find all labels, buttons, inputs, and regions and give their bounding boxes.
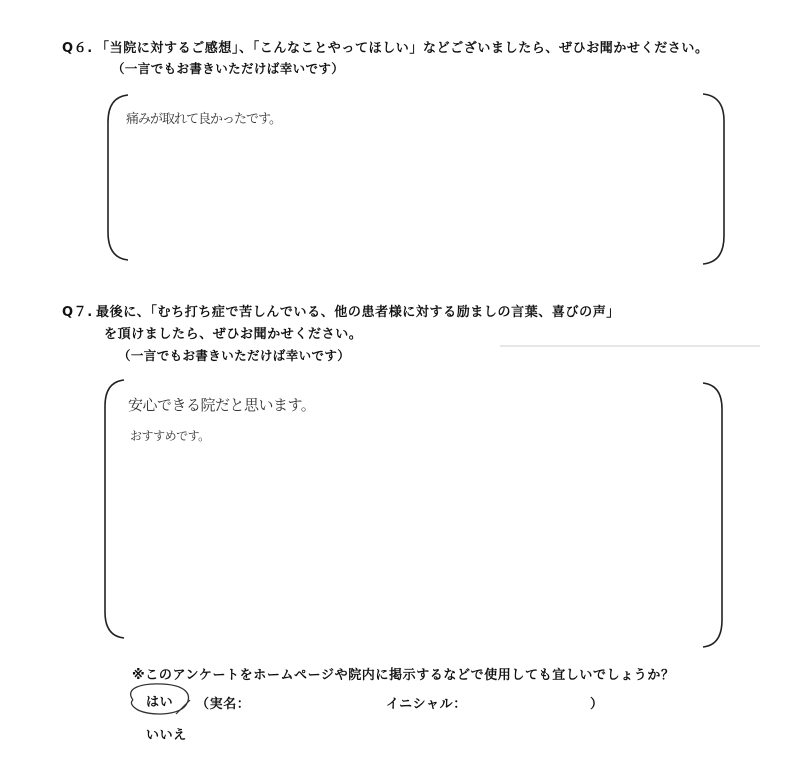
consent-yes-option[interactable]: はい [146, 695, 174, 710]
initials-label: イニシャル： [386, 697, 467, 712]
q6-left-bracket [108, 95, 128, 260]
q7-left-bracket [105, 380, 124, 638]
q7-note: （一言でもお書きいただけば幸いです） [118, 348, 351, 363]
consent-no-option[interactable]: いいえ [146, 728, 187, 743]
q6-answer: 痛みが取れて良かったです。 [126, 112, 281, 127]
close-paren: ） [590, 697, 604, 712]
q7-question-line2: を頂けましたら、ぜひお聞かせください。 [104, 327, 363, 342]
q6-note: （一言でもお書きいただけば幸いです） [112, 61, 345, 76]
q7-question-line1: 最後に、「むち打ち症で苦しんでいる、他の患者様に対する励ましの言葉、喜びの声」 [96, 305, 620, 320]
q7-answer-line1: 安心できる院だと思います。 [128, 396, 316, 414]
consent-question: ※このアンケートをホームページや院内に掲示するなどで使用しても宜しいでしょうか？ [132, 668, 675, 683]
q6-right-bracket [703, 94, 724, 264]
q7-answer-line2: おすすめです。 [130, 429, 210, 443]
q7-right-bracket [703, 383, 722, 647]
q6-question: 「当院に対するご感想」、「こんなことやってほしい」などございましたら、ぜひお聞かせください。 [96, 41, 709, 56]
q6-number: Q６. [62, 41, 93, 56]
q7-number: Q７. [62, 305, 93, 320]
real-name-label: （実名： [196, 697, 251, 712]
